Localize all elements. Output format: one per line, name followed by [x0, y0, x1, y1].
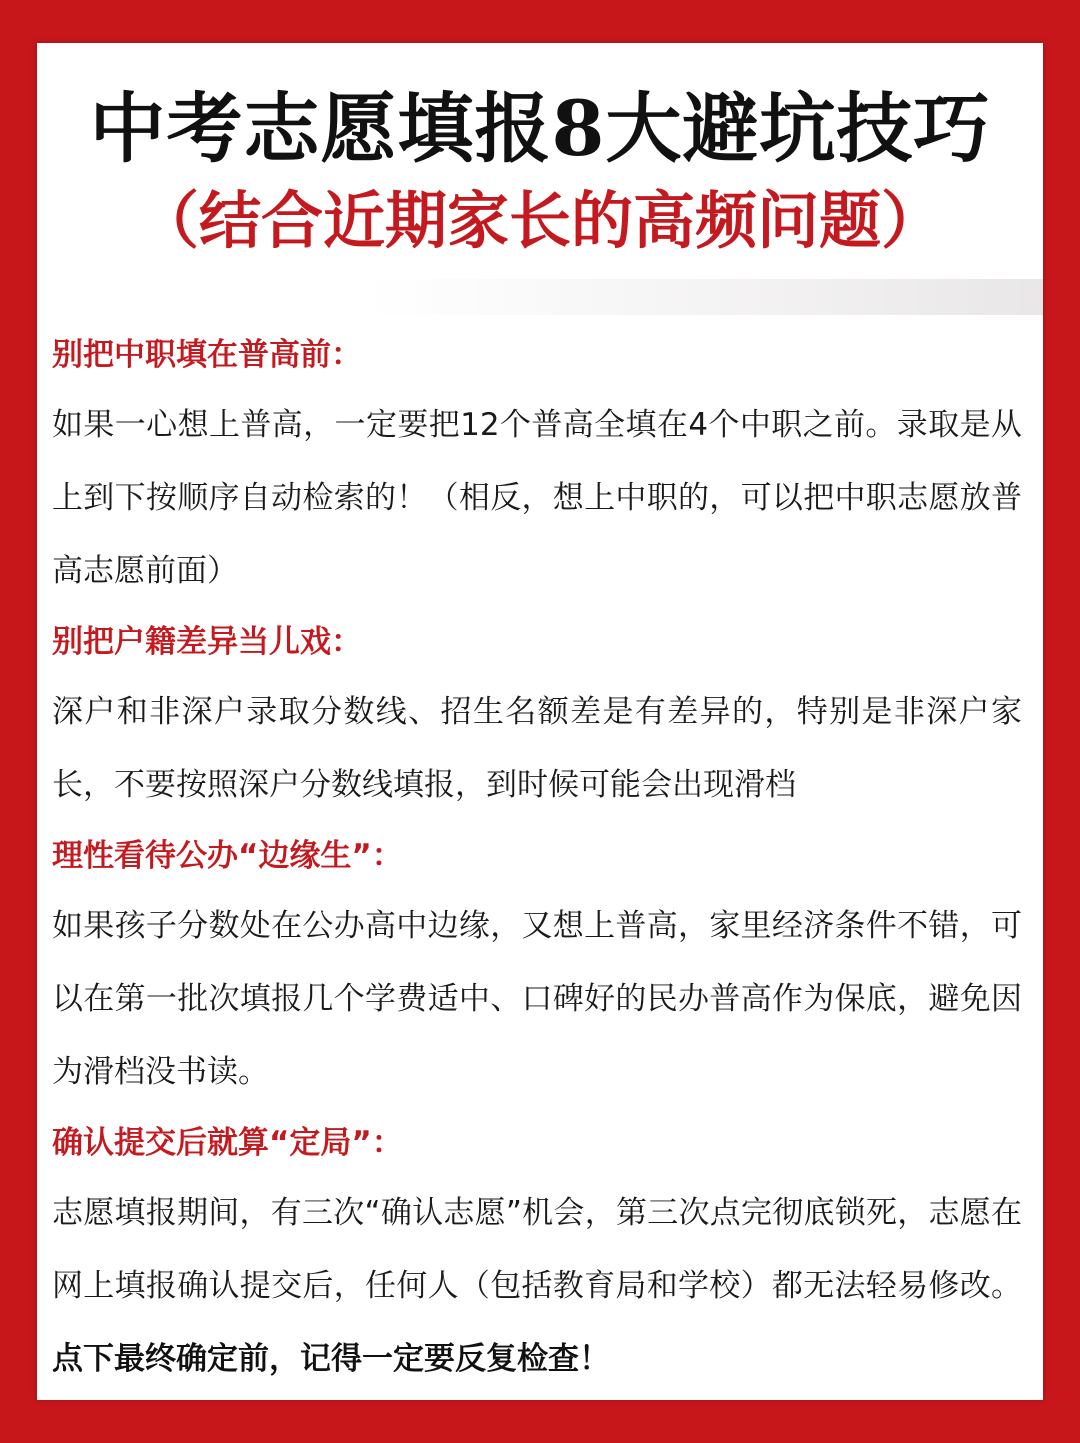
section-final-submission — [52, 1109, 1022, 1396]
section-body-text: 志愿填报期间，有三次“确认志愿”机会，第三次点完彻底锁死，志愿在网上填报确认提交后，任何人（包括教育局和学校）都无法轻易修改。 — [52, 1195, 1022, 1304]
section-heading: 别把中职填在普高前： — [52, 337, 362, 373]
decorative-sheen — [367, 279, 1043, 315]
section-body: 如果孩子分数处在公办高中边缘，又想上普高，家里经济条件不错，可以在第一批次填报几个学费适中、口碑好的民办普高作为保底，避免因为滑档没书读。 — [52, 908, 1022, 1090]
section-body: 深户和非深户录取分数线、招生名额差是有差异的，特别是非深户家长，不要按照深户分数线填报，到时候可能会出现滑档 — [52, 694, 1022, 803]
section-heading: 理性看待公办“边缘生”： — [52, 838, 403, 874]
section-heading: 确认提交后就算“定局”： — [52, 1125, 403, 1161]
section-household-registration — [52, 608, 1022, 822]
section-body — [52, 1177, 1022, 1396]
document-sheet — [37, 43, 1043, 1400]
page-subtitle: （结合近期家长的高频问题） — [136, 184, 943, 257]
section-body-emphasis: 点下最终确定前，记得一定要反复检查！ — [52, 1341, 610, 1377]
section-vocational-order — [52, 321, 1022, 608]
page-title: 中考志愿填报8大避坑技巧 — [89, 84, 991, 173]
article-content — [52, 321, 1022, 1396]
section-borderline-students — [52, 822, 1022, 1109]
section-body: 如果一心想上普高，一定要把12个普高全填在4个中职之前。录取是从上到下按顺序自动检索的！（相反，想上中职的，可以把中职志愿放普高志愿前面） — [52, 407, 1022, 589]
section-heading: 别把户籍差异当儿戏： — [52, 624, 362, 660]
